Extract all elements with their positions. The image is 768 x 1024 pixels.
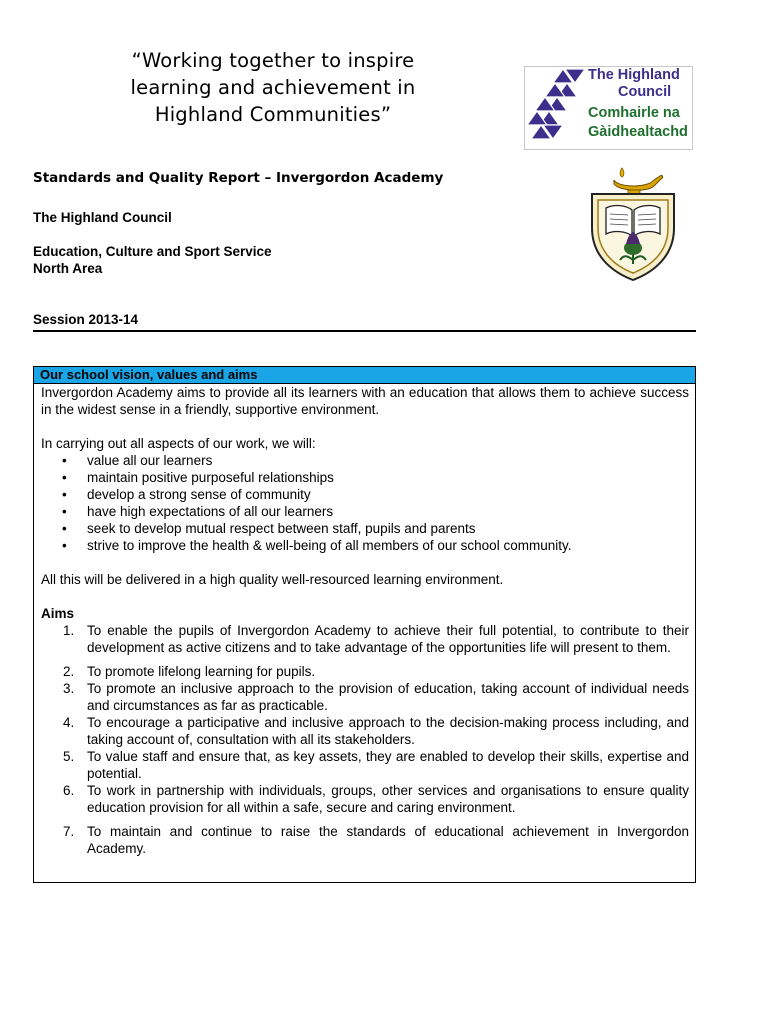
vision-lead: In carrying out all aspects of our work, we will: (41, 436, 316, 451)
list-item: • develop a strong sense of community (41, 486, 689, 503)
aim-text: To encourage a participative and inclusive approach to the decision-making process including, and taking account of, consultation with all its stakeholders. (87, 715, 689, 747)
list-item (41, 782, 689, 816)
aim-number: 4. (63, 715, 75, 730)
list-item (41, 680, 689, 714)
aim-number: 3. (63, 681, 75, 696)
logo-text-line: The Highland (588, 67, 680, 83)
highland-council-logo (524, 66, 694, 152)
list-item: • have high expectations of all our learners (41, 503, 689, 520)
service-name: Education, Culture and Sport Service (33, 244, 272, 259)
council-name: The Highland Council (33, 210, 172, 225)
aims-list (41, 622, 689, 857)
school-crest-icon (578, 164, 686, 284)
session-label: Session 2013-14 (33, 312, 139, 327)
values-list (41, 452, 689, 554)
aim-number: 6. (63, 783, 75, 798)
aim-text: To promote an inclusive approach to the provision of education, taking account of individual needs and circumstances as far as practicable. (87, 681, 689, 713)
vision-closing: All this will be delivered in a high quality well-resourced learning environment. (41, 572, 504, 587)
motto-line: learning and achievement in (130, 76, 416, 99)
aims-heading: Aims (41, 606, 75, 621)
aim-text: To enable the pupils of Invergordon Academy to achieve their full potential, to contribute to their development as active citizens and to take advantage of the opportunities life will present to them. (87, 623, 689, 655)
motto-line: Highland Communities” (154, 103, 392, 126)
list-item (41, 748, 689, 782)
vision-body (34, 384, 695, 857)
list-item: • strive to improve the health & well-being of all members of our school community. (41, 537, 689, 554)
aim-number: 1. (63, 623, 75, 638)
aim-text: To work in partnership with individuals, groups, other services and organisations to ensure quality education provision for all within a safe, secure and caring environment. (87, 783, 689, 815)
list-item (41, 622, 689, 656)
vision-heading: Our school vision, values and aims (34, 367, 695, 384)
vision-table (33, 366, 696, 883)
divider (33, 330, 696, 332)
aim-number: 7. (63, 824, 75, 839)
list-item (41, 714, 689, 748)
aim-text: To maintain and continue to raise the standards of educational achievement in Invergordon Academy. (87, 824, 689, 856)
aim-text: To promote lifelong learning for pupils. (87, 664, 316, 679)
list-item (41, 823, 689, 857)
list-item (41, 663, 689, 680)
list-item: • maintain positive purposeful relationships (41, 469, 689, 486)
list-item: • seek to develop mutual respect between staff, pupils and parents (41, 520, 689, 537)
report-title: Standards and Quality Report – Invergordon Academy (33, 170, 444, 186)
area-name: North Area (33, 261, 103, 276)
list-item: • value all our learners (41, 452, 689, 469)
motto (88, 47, 458, 128)
aim-text: To value staff and ensure that, as key assets, they are enabled to develop their skills, expertise and potential. (87, 749, 689, 781)
motto-line: “Working together to inspire (131, 49, 415, 72)
logo-text-line: Council (618, 84, 672, 100)
vision-intro: Invergordon Academy aims to provide all its learners with an education that allows them to achieve success in the widest sense in a friendly, supportive environment. (41, 385, 689, 417)
triangles-logo-icon (527, 69, 587, 145)
aim-number: 5. (63, 749, 75, 764)
aim-number: 2. (63, 664, 75, 679)
logo-text-line: Comhairle na (588, 105, 680, 121)
logo-text-line: Gàidhealtachd (588, 124, 688, 140)
